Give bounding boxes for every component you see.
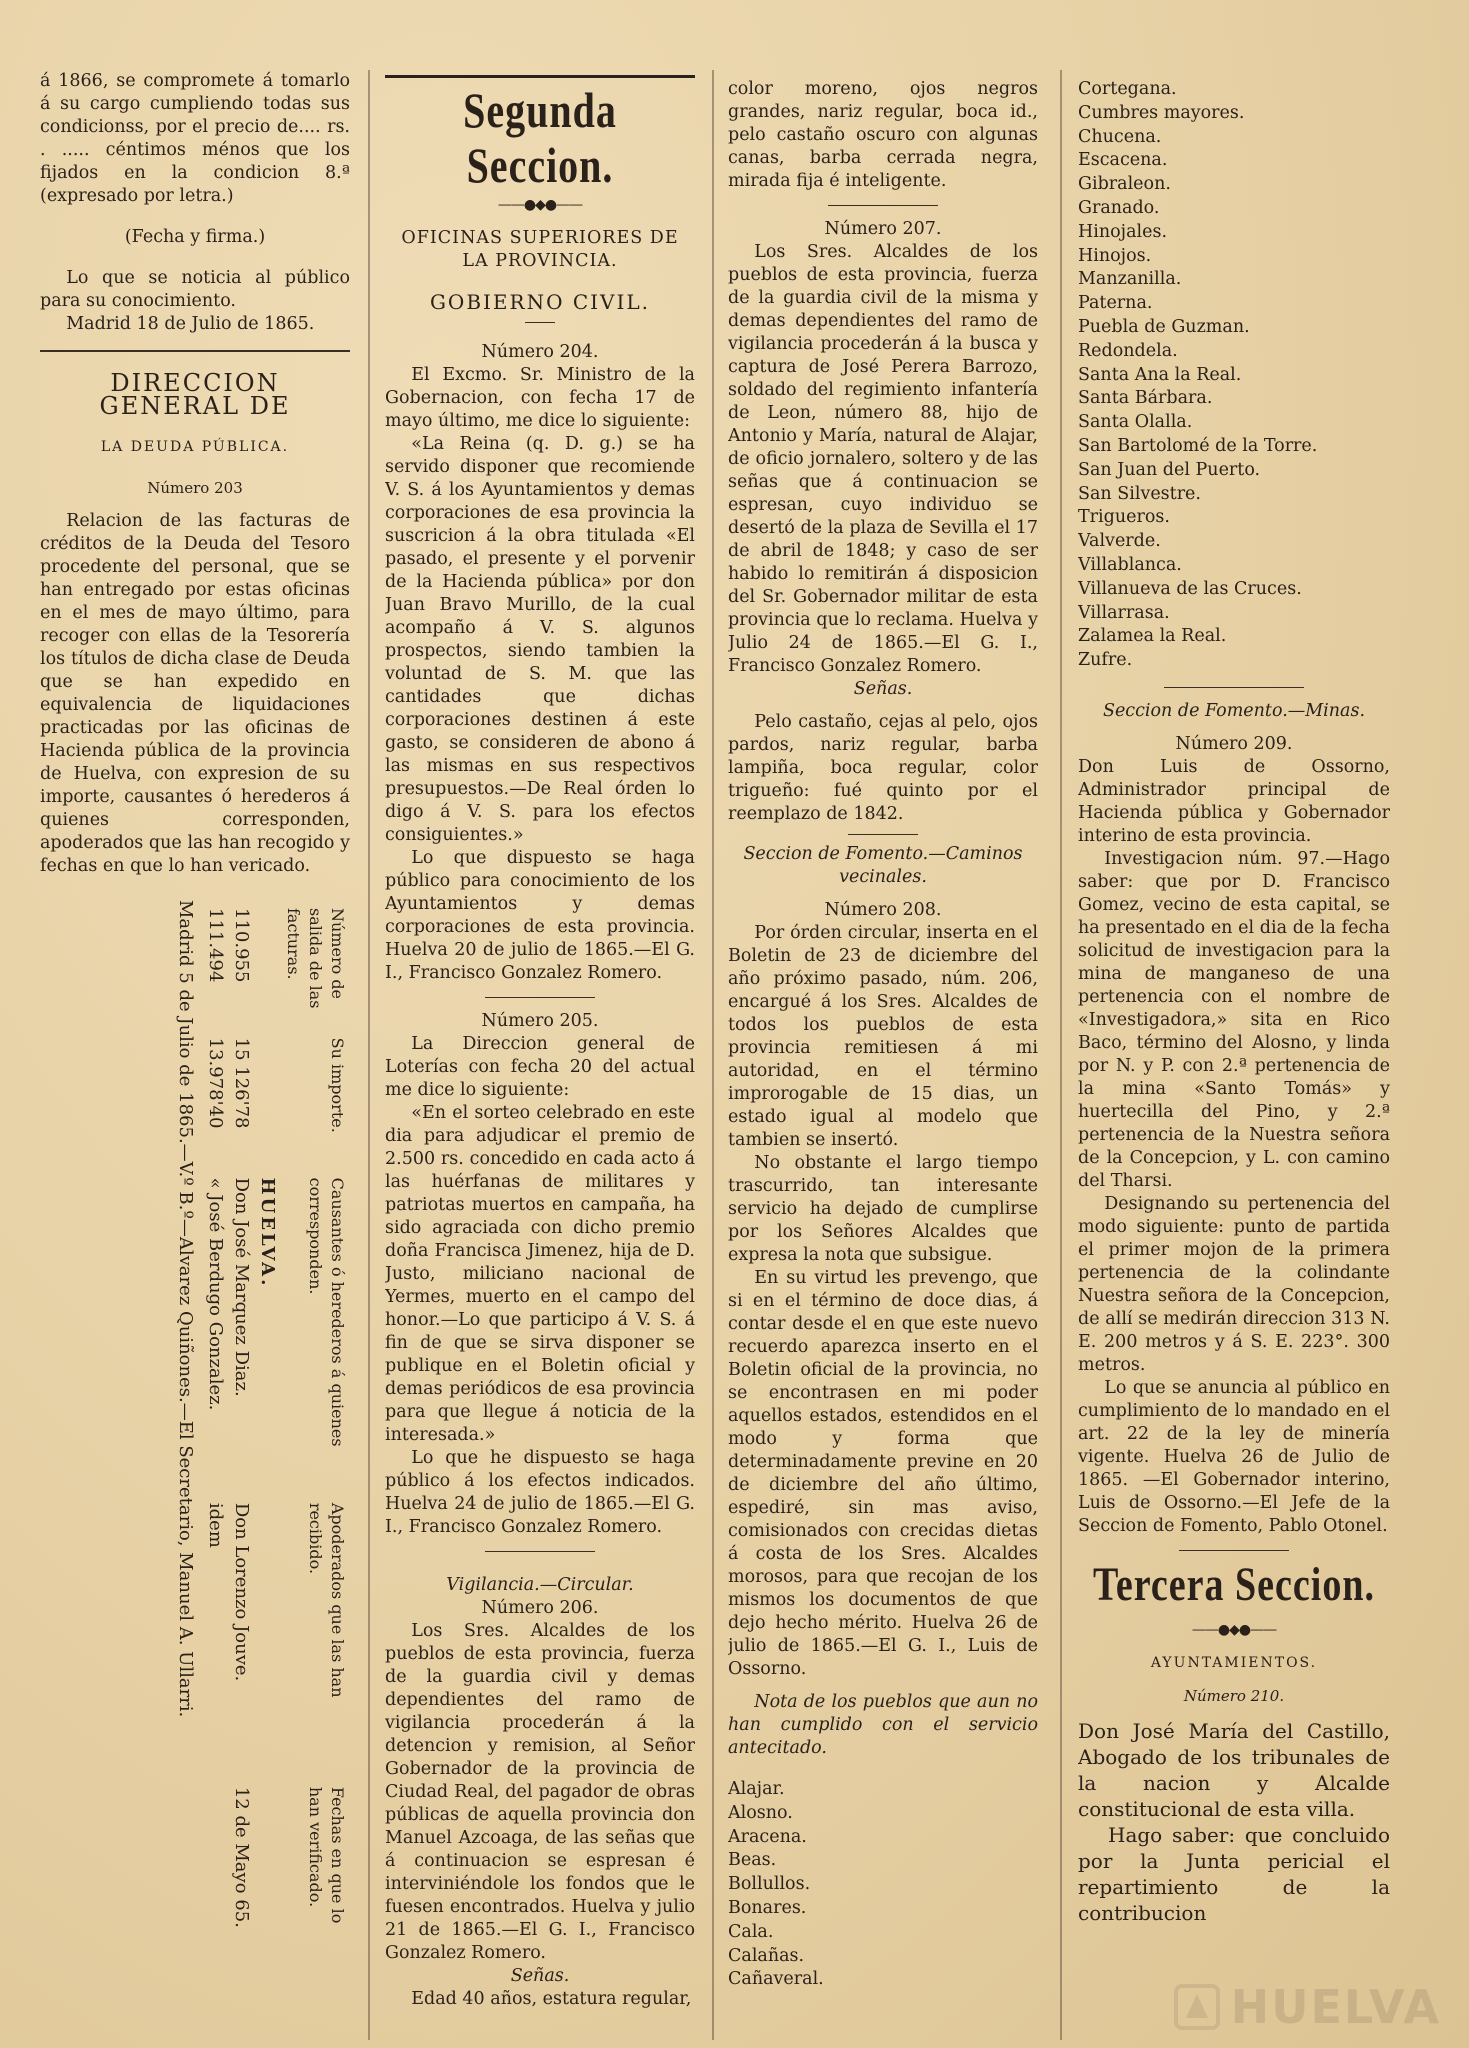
table-header: Fechas en que lo han verificado. [306, 1786, 347, 1924]
notice-number: Número 209. [1175, 733, 1293, 754]
table-footer: Madrid 5 de Julio de 1865.—V.º B.º—Alvarez Quiñones.—El Secretario, Manuel A. Ullarri. [175, 900, 196, 1718]
divider [1164, 687, 1304, 688]
list-item: San Silvestre. [1078, 483, 1201, 504]
paragraph: «La Reina (q. D. g.) se ha servido disponer que recomiende V. S. á los Ayuntamientos y demas corporaciones de esa provincia la suscricion á la obra titulada «El pasado, el presente y el porvenir de la Hacienda pública» por don Juan Bravo Murillo, de la cual acompaño á V. S. algunos prospectos, siendo tambien la voluntad de S. M. que las cantidades que dichas corporaciones destinen á este gasto, se consideren de abono á las mismas en sus respectivos presupuestos.—De Real órden lo digo á V. S. para los efectos consiguientes.» [385, 434, 695, 845]
subsection-heading: Señas. [853, 679, 913, 699]
table-cell: idem [205, 1502, 226, 1548]
list-item: Bonares. [728, 1897, 807, 1918]
paragraph: Lo que se anuncia al público en cumplimiento de lo mandado en el art. 22 de la ley de minería vigente. Huelva 26 de Julio de 1865. —El Gobernador interino, Luis de Ossorno.—El Jefe de la Seccion de Fomento, Pablo Otonel. [1078, 1377, 1390, 1536]
table-cell: 12 de Mayo 65. [231, 1786, 252, 1928]
section-heading: AYUNTAMIENTOS. [1150, 1654, 1318, 1671]
list-item: Gibraleon. [1078, 174, 1171, 195]
list-item: San Juan del Puerto. [1078, 459, 1261, 480]
paragraph: No obstante el largo tiempo trascurrido, tan interesante servicio ha dejado de cumplirse por los Señores Alcaldes que expresa la nota que subsigue. [728, 1153, 1038, 1265]
list-item: Calañas. [728, 1945, 805, 1966]
ornament-divider: ——●◆●—— [497, 197, 583, 213]
list-item: Manzanilla. [1078, 269, 1182, 290]
table-cell: 13.978'40 [205, 1037, 226, 1129]
list-item: Santa Bárbara. [1078, 388, 1213, 409]
divider [485, 1551, 595, 1552]
paragraph: Don José María del Castillo, Abogado de los tribunales de la nacion y Alcalde constitucional de esta villa. [1078, 1718, 1390, 1821]
list-item: Cortegana. [1078, 79, 1177, 99]
table-cell: 111.494 [205, 908, 226, 983]
town-list [1078, 78, 1390, 673]
divider [828, 205, 938, 206]
table-cell [202, 1779, 228, 1960]
province-label: HUELVA. [257, 1177, 278, 1289]
rotated-table-area [40, 900, 350, 2000]
list-item: Alosno. [728, 1802, 793, 1823]
list-item: Santa Olalla. [1078, 412, 1193, 433]
list-item: Zufre. [1078, 650, 1133, 671]
notice-number: Número 207. [824, 219, 942, 239]
list-item: Redondela. [1078, 340, 1178, 361]
list-item: Zalamea la Real. [1078, 626, 1227, 647]
section-heading: GOBIERNO CIVIL. [429, 290, 651, 314]
section-title: Segunda Seccion. [463, 81, 617, 193]
debt-table [50, 900, 350, 1960]
list-item: Valverde. [1078, 531, 1161, 552]
list-item: Cala. [728, 1921, 774, 1942]
table-header: Causantes ó herederos á quienes corresponden. [306, 1177, 347, 1447]
table-header: Número de salida de las facturas. [284, 908, 347, 1009]
column-rule [368, 70, 370, 2040]
list-item: Bollullos. [728, 1874, 811, 1895]
date-signature: (Fecha y firma.) [124, 227, 266, 247]
subsection-heading: Vigilancia.—Circular. [446, 1575, 634, 1595]
watermark-logo: HUELVA [1230, 1980, 1441, 2034]
paragraph: Los Sres. Alcaldes de los pueblos de esta provincia, fuerza de la guardia civil de la misma y demas dependientes del ramo de vigilancia procederán á la busca y captura de José Perera Barrozo, soldado del regimiento infantería de Leon, número 88, hijo de Antonio y María, natural de Alajar, de oficio jornalero, soltero y de las señas que á continuacion se espresan, cuyo individuo se desertó de la plaza de Sevilla el 17 de abril de 1848; y caso de ser habido lo remitirán á disposicion del Sr. Gobernador militar de esta provincia que lo reclama. Huelva y Julio 24 de 1865.—El G. I., Francisco Gonzalez Romero. [728, 242, 1038, 676]
paragraph: En su virtud les prevengo, que si en el término de doce dias, á contar desde el en que este nuevo recuerdo aparezca inserto en el Boletin oficial de la provincia, no se encontrasen en mi poder aquellos estados, estendidos en el modo y forma que determinadamente previne en 20 de diciembre del año último, espediré, sin mas aviso, comisionados con crecidas dietas á costa de los Sres. Alcaldes morosos, para que recojan de los mismos los documentos de que dejo hecho mérito. Huelva 26 de julio de 1865.—El G. I., Luis de Ossorno. [728, 1268, 1038, 1679]
paragraph: Designando su pertenencia del modo siguiente: punto de partida el primer mojon de la primera pertenencia de la colindante Nuestra señora de la Concepcion, de allí se medirán direccion 313 N. E. 200 metros y á S. E. 223°. 300 metros. [1078, 1193, 1390, 1375]
paragraph: Madrid 18 de Julio de 1865. [66, 314, 315, 334]
table-header: Apoderados que las han recibido. [306, 1502, 347, 1698]
divider [485, 997, 595, 998]
list-item: Villanueva de las Cruces. [1078, 578, 1302, 599]
list-item: San Bartolomé de la Torre. [1078, 435, 1318, 456]
notice-number: Número 210. [1183, 1686, 1285, 1705]
table-cell: 110.955 [231, 908, 252, 983]
column-2 [385, 75, 695, 2028]
list-item: Hinojos. [1078, 245, 1152, 266]
list-item: Beas. [728, 1850, 777, 1871]
town-list [728, 1778, 1038, 1992]
paragraph: Lo que he dispuesto se haga público á los efectos indicados. Huelva 24 de julio de 1865.—El G. I., Francisco Gonzalez Romero. [385, 1448, 695, 1537]
section-subheading: LA DEUDA PÚBLICA. [100, 439, 290, 455]
paragraph: Edad 40 años, estatura regular, [411, 1989, 692, 2009]
notice-number: Número 208. [824, 900, 942, 920]
paragraph: La Direccion general de Loterías con fecha 20 del actual me dice lo siguiente: [385, 1034, 695, 1100]
paragraph: El Excmo. Sr. Ministro de la Gobernacion, con fecha 17 de mayo último, me dice lo siguiente: [385, 365, 695, 431]
paragraph: Hago saber: que concluido por la Junta pericial el repartimiento de la contribucion [1078, 1822, 1390, 1925]
table-cell: Don Lorenzo Jouve. [231, 1502, 252, 1682]
paragraph: Lo que dispuesto se haga público para conocimiento de los Ayuntamientos y demas corporaciones de esta provincia. Huelva 20 de julio de 1865.—El G. I., Francisco Gonzalez Romero. [385, 848, 695, 983]
subsection-heading: Señas. [510, 1966, 570, 1986]
divider [1179, 1550, 1289, 1551]
paragraph: Los Sres. Alcaldes de los pueblos de esta provincia, fuerza de la guardia civil y demas dependientes del ramo de vigilancia procederán á la detencion y remision, al Señor Gobernador de la provincia de Ciudad Real, del pagador de obras públicas de aquella provincia don Manuel Azcoaga, de las señas que á continuacion se espresan é interviniéndole los fondos que le fuesen encontrados. Huelva y julio 21 de 1865.—El G. I., Francisco Gonzalez Romero. [385, 1621, 695, 1963]
subsection-heading: Seccion de Fomento.—Caminos vecinales. [743, 844, 1023, 887]
table-header: Su importe. [328, 1037, 347, 1133]
list-item: Cumbres mayores. [1078, 102, 1245, 123]
table-row [202, 900, 228, 1960]
notice-number: Número 203 [147, 479, 243, 497]
list-item: Trigueros. [1078, 507, 1170, 528]
subsection-heading: Seccion de Fomento.—Minas. [1102, 700, 1366, 721]
list-item: Escacena. [1078, 150, 1168, 171]
paragraph: color moreno, ojos negros grandes, nariz regular, boca id., pelo castaño oscuro con algunas canas, barba cerrada negra, mirada fija é inteligente. [728, 79, 1038, 191]
notice-number: Número 204. [481, 342, 599, 362]
paragraph: Pelo castaño, cejas al pelo, ojos pardos, nariz regular, barba lampiña, boca regular, color trigueño: fué quinto por el reemplazo de 1842. [728, 712, 1038, 824]
table-row [228, 900, 254, 1960]
list-item: Hinojales. [1078, 221, 1168, 242]
divider [848, 834, 918, 835]
column-4 [1078, 78, 1390, 2028]
section-title: Tercera Seccion. [1093, 1558, 1375, 1612]
divider [385, 75, 695, 78]
list-item: Puebla de Guzman. [1078, 316, 1250, 337]
paragraph: Relacion de las facturas de créditos de la Deuda del Tesoro procedente del personal, que se han entregado por estas oficinas en el mes de mayo último, para recoger con ellas de la Tesorería los títulos de dicha clase de Deuda que se han expedido en equivalencia de liquidaciones practicadas por las oficinas de Hacienda pública de la provincia de Huelva, con expresion de su importe, causantes ó herederos á quienes corresponden, apoderados que las han recogido y fechas en que lo han vericado. [40, 511, 350, 876]
divider [525, 322, 555, 323]
paragraph: Don Luis de Ossorno, Administrador principal de Hacienda pública y Gobernador interino de esta provincia. [1078, 756, 1390, 846]
list-item: Villarrasa. [1078, 602, 1170, 623]
paragraph: Lo que se noticia al público para su conocimiento. [40, 268, 350, 311]
notice-number: Número 206. [481, 1598, 599, 1618]
ornament-divider: ——●◆●—— [1191, 1621, 1277, 1638]
list-item: Granado. [1078, 197, 1160, 218]
list-item: Aracena. [728, 1826, 807, 1847]
section-heading: DIRECCION GENERAL DE [99, 369, 291, 420]
list-item: Alajar. [728, 1779, 785, 1799]
list-item: Villablanca. [1078, 554, 1182, 575]
crest-icon [1170, 1980, 1224, 2034]
section-heading: OFICINAS SUPERIORES DE LA PROVINCIA. [401, 228, 679, 271]
list-item: Santa Ana la Real. [1078, 364, 1242, 385]
paragraph: «En el sorteo celebrado en este dia para adjudicar el premio de 2.500 rs. concedido en cada acto á las huérfanas de militares y patriotas muertos en campaña, ha sido agraciada con dicho premio doña Francisca Jimenez, hija de D. Justo, miliciano nacional de Yermes, muerto en el campo del honor.—Lo que participo á V. S. á fin de que se sirva disponer se publique en el Boletin oficial y demas periódicos de esa provincia para que llegue á noticia de la interesada.» [385, 1103, 695, 1445]
table-cell: « José Berdugo Gonzalez. [205, 1177, 226, 1411]
list-item: Cañaveral. [728, 1969, 824, 1990]
list-item: Paterna. [1078, 293, 1153, 314]
table-cell: Don José Marquez Diaz. [231, 1177, 252, 1397]
paragraph: Por órden circular, inserta en el Boletin de 23 de diciembre del año próximo pasado, núm. 206, encargué á los Sres. Alcaldes de todos los pueblos de esta provincia remitiesen á mi autoridad, en el término improrogable de 15 dias, un estado igual al modelo que tambien se insertó. [728, 923, 1038, 1150]
paragraph: á 1866, se compromete á tomarlo á su cargo cumpliendo todas sus condicionss, por el precio de.... rs. . ..... céntimos ménos que los fijados en la condicion 8.ª (expresado por letra.) [40, 71, 350, 206]
column-3 [728, 78, 1038, 2028]
list-item: Chucena. [1078, 126, 1162, 147]
paragraph: Investigacion núm. 97.—Hago saber: que por D. Francisco Gomez, vecino de esta capital, se ha presentado en el dia de la fecha solicitud de investigacion para la mina de manganeso de una pertenencia con el nombre de «Investigadora,» sita en Rico Baco, término del Alosno, y linda por N. y P. con 2.ª pertenencia de la mina «Santo Tomás» y huertecilla del Pino, y 2.ª pertenencia de la Nuestra señora de la Concepcion, y L. con camino del Tharsi. [1078, 848, 1390, 1191]
notice-number: Número 205. [481, 1011, 599, 1031]
column-rule [712, 70, 714, 2040]
note-heading: Nota de los pueblos que aun no han cumplido con el servicio antecitado. [728, 1692, 1038, 1758]
column-rule [1060, 70, 1062, 2040]
table-cell: 15 126'78 [231, 1037, 252, 1129]
